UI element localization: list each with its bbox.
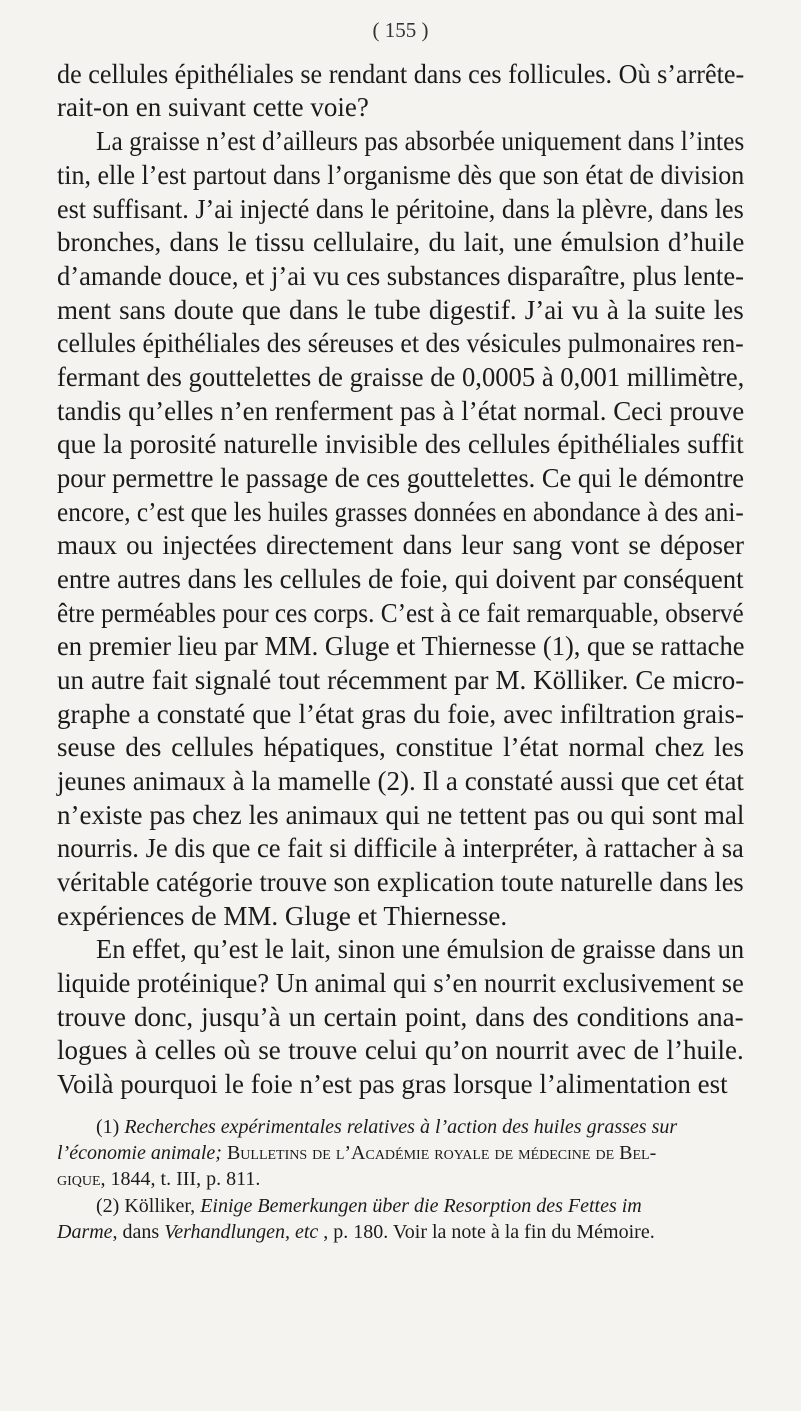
footnote-2-title-cont: Darme: [57, 1221, 113, 1243]
text-line: cellules épithéliales des séreuses et des vésicules pulmonaires ren-: [57, 328, 744, 358]
text-line: maux ou injectées directement dans leur sang vont se déposer: [57, 530, 744, 560]
footnote-1-source: Bulletins de l’Académie royale de médecine de Bel-: [226, 1142, 657, 1164]
footnote-1-title: Recherches expérimentales relatives à l’action des huiles grasses sur: [124, 1116, 678, 1138]
footnote-2-ref: , p. 180. Voir la note à la fin du Mémoire.: [318, 1221, 655, 1243]
text-line: tandis qu’elles n’en renferment pas à l’état normal. Ceci prouve: [57, 396, 745, 426]
text-line: logues à celles où se trouve celui qu’on nourrit avec de l’huile.: [57, 1035, 744, 1065]
footnote-2-line-1: [96, 1194, 642, 1218]
footnote-2-line-2: [57, 1220, 655, 1244]
footnote-1-line-3: [57, 1167, 260, 1191]
text-line: liquide protéinique? Un animal qui s’en nourrit exclusivement se: [57, 968, 744, 998]
text-line: La graisse n’est d’ailleurs pas absorbée uniquement dans l’intes: [96, 126, 745, 156]
text-line: entre autres dans les cellules de foie, qui doivent par conséquent: [57, 564, 744, 594]
footnote-1-source-cont: gique: [57, 1168, 101, 1190]
footnote-2-author: Kölliker,: [124, 1195, 196, 1217]
text-line: ment sans doute que dans le tube digestif. J’ai vu à la suite les: [57, 295, 744, 325]
text-line: Voilà pourquoi le foie n’est pas gras lorsque l’alimentation est: [57, 1069, 728, 1099]
text-line: rait-on en suivant cette voie?: [57, 92, 369, 122]
footnote-1-title-cont: l’économie animale;: [57, 1142, 222, 1164]
text-line: d’amande douce, et j’ai vu ces substances disparaître, plus lente-: [57, 261, 744, 291]
text-line: n’existe pas chez les animaux qui ne tettent pas ou qui sont mal: [57, 800, 745, 830]
footnote-2-source: Verhandlungen, etc: [164, 1221, 319, 1243]
text-line: pour permettre le passage de ces gouttelettes. Ce qui le démontre: [57, 463, 744, 493]
text-line: En effet, qu’est le lait, sinon une émulsion de graisse dans un: [96, 934, 745, 964]
text-line: expériences de MM. Gluge et Thiernesse.: [57, 901, 508, 931]
footnote-1-ref: , 1844, t. III, p. 811.: [100, 1168, 261, 1190]
page-number: ( 155 ): [372, 18, 429, 42]
text-line: est suffisant. J’ai injecté dans le péritoine, dans la plèvre, dans les: [57, 194, 744, 224]
text-line: tin, elle l’est partout dans l’organisme dès que son état de division: [57, 160, 745, 190]
text-line: de cellules épithéliales se rendant dans ces follicules. Où s’arrête-: [57, 59, 745, 89]
text-line: fermant des gouttelettes de graisse de 0,0005 à 0,001 millimètre,: [57, 362, 745, 392]
text-line: graphe a constaté que l’état gras du foie, avec infiltration grais-: [57, 699, 744, 729]
footnote-2-title: Einige Bemerkungen über die Resorption des Fettes im: [200, 1195, 642, 1217]
text-line: jeunes animaux à la mamelle (2). Il a constaté aussi que cet état: [57, 766, 744, 796]
footnote-2-mark: (2): [96, 1195, 120, 1217]
text-line: trouve donc, jusqu’à un certain point, dans des conditions ana-: [57, 1002, 744, 1032]
text-line: en premier lieu par MM. Gluge et Thiernesse (1), que se rattache: [57, 631, 745, 661]
footnote-2-sep: , dans: [112, 1221, 165, 1243]
text-line: être perméables pour ces corps. C’est à ce fait remarquable, observé: [57, 598, 744, 628]
text-line: seuse des cellules hépatiques, constitue l’état normal chez les: [57, 732, 745, 762]
footnote-1-line-1: [96, 1115, 677, 1139]
footnote-1-mark: (1): [96, 1116, 120, 1138]
text-line: encore, c’est que les huiles grasses données en abondance à des ani-: [57, 497, 744, 527]
footnote-1-line-2: [57, 1141, 656, 1165]
text-line: véritable catégorie trouve son explication toute naturelle dans les: [57, 867, 744, 897]
text-line: que la porosité naturelle invisible des cellules épithéliales suffit: [57, 429, 744, 459]
text-line: nourris. Je dis que ce fait si difficile à interpréter, à rattacher à sa: [57, 833, 744, 863]
text-line: un autre fait signalé tout récemment par M. Kölliker. Ce micro-: [57, 665, 745, 695]
text-line: bronches, dans le tissu cellulaire, du lait, une émulsion d’huile: [57, 227, 745, 257]
